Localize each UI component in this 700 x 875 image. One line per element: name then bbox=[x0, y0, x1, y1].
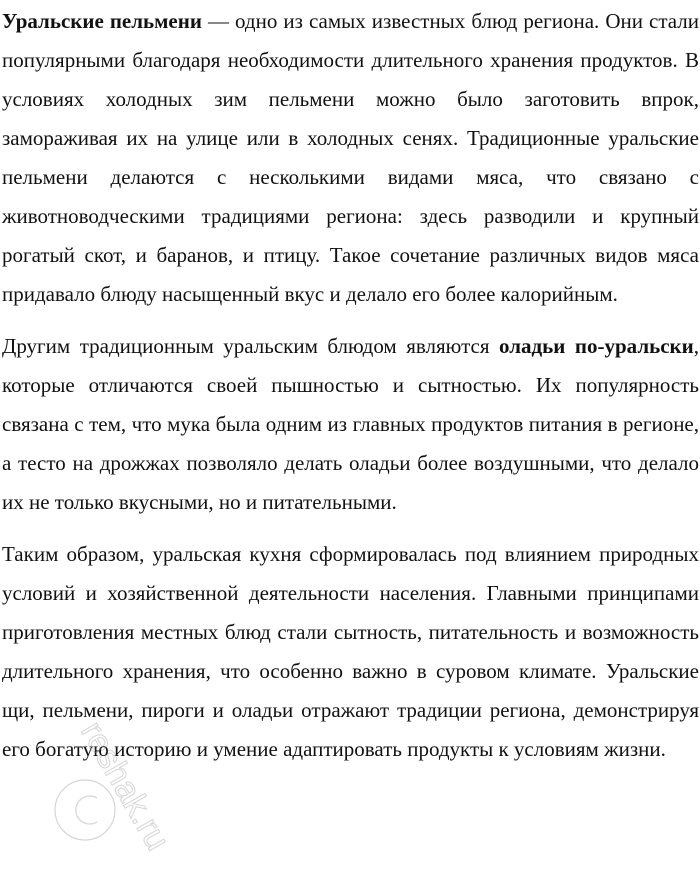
paragraph-2-text-after: , которые отличаются своей пышностью и сытностью. Их популярность связана с тем, что мука была одним из главных продуктов питания в регионе, а тесто на дрожжах позволяло делать оладьи более воздушными, что делало их не только вкусными, но и питательными. bbox=[2, 334, 699, 514]
term-pelmeni: Уральские пельмени bbox=[2, 9, 202, 33]
svg-text:reshak.ru: reshak.ru bbox=[73, 715, 177, 857]
paragraph-1-text: — одно из самых известных блюд региона. Они стали популярными благодаря необходимости длительного хранения продуктов. В условиях холодных зим пельмени можно было заготовить впрок, замораживая их на улице или в холодных сенях. Традиционные уральские пельмени делаются с несколькими видами мяса, что связано с животноводческими традициями региона: здесь разводили и крупный рогатый скот, и баранов, и птицу. Такое сочетание различных видов мяса придавало блюду насыщенный вкус и делало его более калорийным. bbox=[2, 9, 699, 306]
term-oladi: оладьи по-уральски bbox=[499, 334, 694, 358]
paragraph-3-text: Таким образом, уральская кухня сформировалась под влиянием природных условий и хозяйственной деятельности населения. Главными принципами приготовления местных блюд стали сытность, питательность и возможность длительного хранения, что особенно важно в суровом климате. Уральские щи, пельмени, пироги и оладьи отражают традиции региона, демонстрируя его богатую историю и умение адаптировать продукты к условиям жизни. bbox=[2, 542, 699, 761]
paragraph-3 bbox=[2, 535, 699, 769]
paragraph-1 bbox=[2, 2, 699, 314]
paragraph-2 bbox=[2, 327, 699, 522]
paragraph-2-text-before: Другим традиционным уральским блюдом являются bbox=[2, 334, 500, 358]
